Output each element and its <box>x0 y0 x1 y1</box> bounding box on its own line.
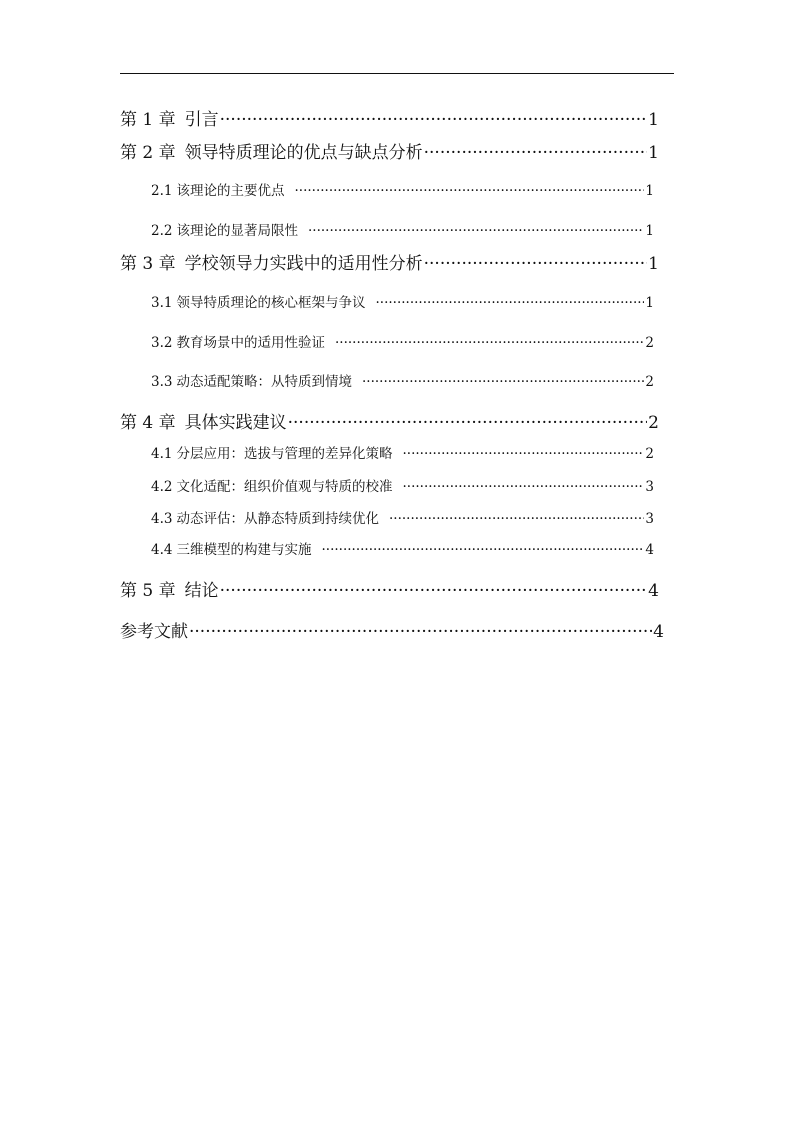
toc-entry-label: 第 1 章 引言 <box>120 110 219 130</box>
toc-entry-chapter-1[interactable] <box>0 105 793 130</box>
toc-entry-chapter-2[interactable] <box>0 138 793 163</box>
toc-page-number: 4 <box>653 622 664 642</box>
toc-page-number: 1 <box>648 143 659 163</box>
dot-leader <box>294 183 644 199</box>
toc-page-number: 1 <box>648 254 659 274</box>
toc-entry-label: 4.1 分层应用：选拔与管理的差异化策略 <box>151 446 393 462</box>
toc-entry-section-4-2[interactable] <box>0 475 793 495</box>
toc-entry-section-2-2[interactable] <box>0 219 793 239</box>
dot-leader <box>402 479 644 495</box>
toc-entry-label: 3.1 领导特质理论的核心框架与争议 <box>151 295 366 311</box>
dot-leader <box>220 110 648 130</box>
toc-page-number: 3 <box>645 511 654 527</box>
dot-leader <box>220 581 648 601</box>
toc-page-number: 4 <box>648 581 659 601</box>
dot-leader <box>424 143 648 163</box>
toc-page-number: 1 <box>645 295 654 311</box>
toc-entry-chapter-3[interactable] <box>0 249 793 274</box>
dot-leader <box>308 223 644 239</box>
toc-entry-section-3-2[interactable] <box>0 331 793 351</box>
toc-page-number: 1 <box>645 183 654 199</box>
toc-entry-label: 2.2 该理论的显著局限性 <box>151 223 298 239</box>
toc-entry-label: 第 3 章 学校领导力实践中的适用性分析 <box>120 254 423 274</box>
toc-page-number: 1 <box>645 223 654 239</box>
toc-entry-references[interactable] <box>0 617 793 642</box>
dot-leader <box>402 446 644 462</box>
dot-leader <box>424 254 648 274</box>
toc-entry-label: 4.3 动态评估：从静态特质到持续优化 <box>151 511 379 527</box>
dot-leader <box>288 413 648 433</box>
toc-entry-chapter-5[interactable] <box>0 576 793 601</box>
toc-entry-label: 第 5 章 结论 <box>120 581 219 601</box>
dot-leader <box>375 295 644 311</box>
dot-leader <box>321 542 644 558</box>
dot-leader <box>362 374 644 390</box>
toc-page-number: 2 <box>645 446 654 462</box>
toc-page-number: 1 <box>648 110 659 130</box>
dot-leader <box>389 511 644 527</box>
toc-entry-section-2-1[interactable] <box>0 179 793 199</box>
toc-entry-label: 4.4 三维模型的构建与实施 <box>151 542 312 558</box>
toc-entry-label: 第 2 章 领导特质理论的优点与缺点分析 <box>120 143 423 163</box>
toc-entry-section-4-4[interactable] <box>0 538 793 558</box>
toc-entry-label: 4.2 文化适配：组织价值观与特质的校准 <box>151 479 393 495</box>
toc-entry-chapter-4[interactable] <box>0 408 793 433</box>
toc-entry-label: 第 4 章 具体实践建议 <box>120 413 287 433</box>
toc-page-number: 3 <box>645 479 654 495</box>
toc-page-number: 2 <box>645 374 654 390</box>
toc-page-number: 2 <box>645 335 654 351</box>
toc-entry-label: 3.3 动态适配策略：从特质到情境 <box>151 374 352 390</box>
dot-leader <box>335 335 644 351</box>
toc-entry-section-3-3[interactable] <box>0 370 793 390</box>
toc-page-number: 2 <box>648 413 659 433</box>
dot-leader <box>189 622 652 642</box>
toc-page-number: 4 <box>645 542 654 558</box>
toc-entry-section-4-1[interactable] <box>0 442 793 462</box>
toc-entry-section-4-3[interactable] <box>0 507 793 527</box>
toc-entry-section-3-1[interactable] <box>0 291 793 311</box>
toc-entry-label: 3.2 教育场景中的适用性验证 <box>151 335 325 351</box>
toc-entry-label: 参考文献 <box>120 622 188 642</box>
toc-entry-label: 2.1 该理论的主要优点 <box>151 183 285 199</box>
